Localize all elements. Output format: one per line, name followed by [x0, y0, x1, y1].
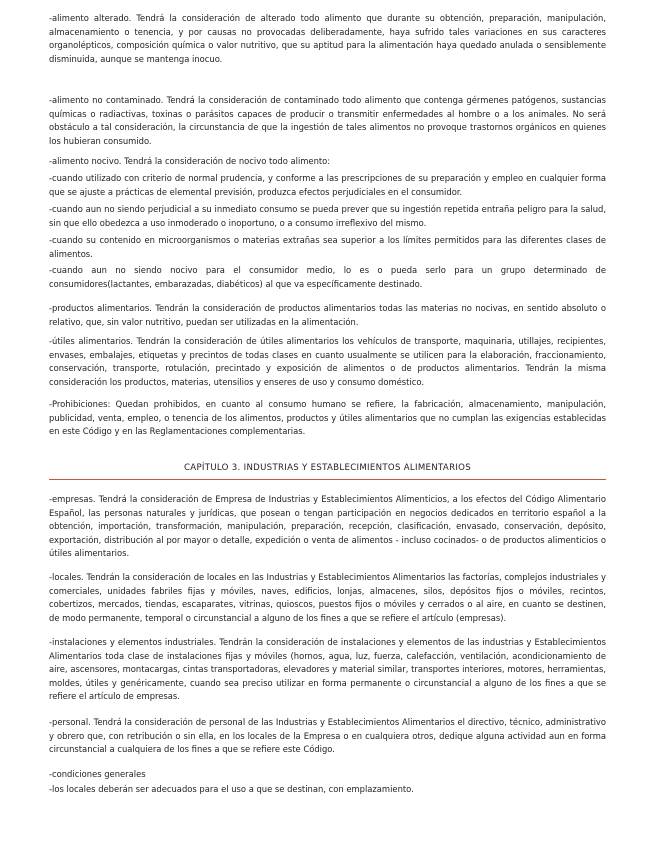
paragraph-condiciones-generales: -condiciones generales	[49, 769, 146, 779]
paragraph-personal: -personal. Tendrá la consideración de personal de las Industrias y Establecimientos Alimentarios el directivo, técnico, administrativo y obrero que, con retribución o sin ella, en los locales de la Empresa o en cualquiera otros, dedique alguna actividad aun en forma circunstancial a cualquiera de los fines a que se refiere este Código.	[49, 717, 606, 754]
paragraph-nocivo-perjudicial: -cuando aun no siendo perjudicial a su inmediato consumo se pueda prever que su ingestión repetida entraña peligro para la salud, sin que ello obedezca a uso inmoderado o inoportuno, o a consumo irreflexivo del mismo.	[49, 204, 606, 228]
paragraph-nocivo-microorganismos: -cuando su contenido en microorganismos o materias extrañas sea superior a los límites permitidos para las diferentes clases de alimentos.	[49, 235, 606, 259]
paragraph-nocivo-consumidor: -cuando aun no siendo nocivo para el consumidor medio, lo es o pueda serlo para un grupo determinado de consumidores(lactantes, embarazadas, diabéticos) al que va específicamente destinado.	[49, 265, 606, 289]
heading-divider	[49, 479, 606, 480]
paragraph-empresas: -empresas. Tendrá la consideración de Empresa de Industrias y Establecimientos Alimenticios, a los efectos del Código Alimentario Español, las personas naturales y jurídicas, que posean o tengan participación en negocios dedicados en territorio español a la obtención, importación, transformación, manipulación, preparación, recepción, clasificación, envasado, conservación, depósito, exportación, distribución al por mayor o detalle, expedición o venta de alimentos - incluso cocinados- o de productos alimenticios o útiles alimentarios.	[49, 494, 606, 558]
paragraph-productos-alimentarios: -productos alimentarios. Tendrán la consideración de productos alimentarios todas las materias no nocivas, en sentido absoluto o relativo, que, sin valor nutritivo, puedan ser utilizadas en la alimentación.	[49, 303, 606, 327]
paragraph-nocivo-criterio: -cuando utilizado con criterio de normal prudencia, y conforme a las prescripciones de su preparación y empleo en cualquier forma que se ajuste a prácticas de elemental previsión, produzca efectos perjudiciales en el consumidor.	[49, 173, 606, 197]
paragraph-alimento-alterado: -alimento alterado. Tendrá la consideración de alterado todo alimento que durante su obtención, preparación, manipulación, almacenamiento o tenencia, y por causas no provocadas deliberadamente, haya sufrido tales variaciones en sus caracteres organolépticos, composición química o valor nutritivo, que su aptitud para la alimentación haya quedado anulada o sensiblemente disminuida, aunque se mantenga inocuo.	[49, 13, 606, 64]
chapter-heading: CAPÍTULO 3. INDUSTRIAS Y ESTABLECIMIENTOS ALIMENTARIOS	[183, 463, 472, 473]
paragraph-instalaciones: -instalaciones y elementos industriales. Tendrán la consideración de instalaciones y elementos de las industrias y Establecimientos Alimentarios toda clase de instalaciones fijas y móviles (hornos, agua, luz, fuerza, calefacción, ventilación, acondicionamiento de aire, ascensores, montacargas, cintas transportadoras, elevadores y material similar, transportes interiores, motores, herramientas, moldes, útiles y genéricamente, cuando sea preciso utilizar en forma permanente o circunstancial a alguno de los fines a que se refiere el artículo de empresas.	[49, 637, 606, 701]
paragraph-utiles-alimentarios: -útiles alimentarios. Tendrán la consideración de útiles alimentarios los vehículos de transporte, maquinaria, utillajes, recipientes, envases, embalajes, etiquetas y precintos de todas clases en cuanto usualmente se utilicen para la elaboración, fraccionamiento, conservación, transporte, rotulación, precintado y exposición de alimentos o de productos alimentarios. Tendrán la misma consideración los productos, materias, utensilios y enseres de uso y consumo doméstico.	[49, 336, 606, 387]
paragraph-alimento-nocivo: -alimento nocivo. Tendrá la consideración de nocivo todo alimento:	[49, 156, 331, 166]
paragraph-alimento-contaminado: -alimento no contaminado. Tendrá la consideración de contaminado todo alimento que contenga gérmenes patógenos, sustancias químicas o radiactivas, toxinas o parásitos capaces de producir o transmitir enfermedades al hombre o a los animales. No será obstáculo a tal consideración, la circunstancia de que la ingestión de tales alimentos no provoque trastornos orgánicos en quienes los hubieran consumido.	[49, 95, 606, 146]
paragraph-locales-adecuados: -los locales deberán ser adecuados para el uso a que se destinan, con emplazamiento.	[49, 784, 414, 794]
paragraph-prohibiciones: -Prohibiciones: Quedan prohibidos, en cuanto al consumo humano se refiere, la fabricación, almacenamiento, manipulación, publicidad, venta, empleo, o tenencia de los alimentos, productos y útiles alimentarios que no cumplan las exigencias establecidas en este Código y en las Reglamentaciones complementarias.	[49, 399, 606, 436]
paragraph-locales: -locales. Tendrán la consideración de locales en las Industrias y Establecimientos Alimentarios las factorías, complejos industriales y comerciales, unidades fabriles fijas y móviles, naves, edificios, lonjas, almacenes, silos, depósitos fijos o móviles, recintos, cobertizos, mercados, tiendas, escaparates, vitrinas, quioscos, puestos fijos o móviles y cerrados o al aire, en cuanto se destinen, de modo permanente, temporal o circunstancial a alguno de los fines a que se refiere el artículo (empresas).	[49, 572, 606, 623]
